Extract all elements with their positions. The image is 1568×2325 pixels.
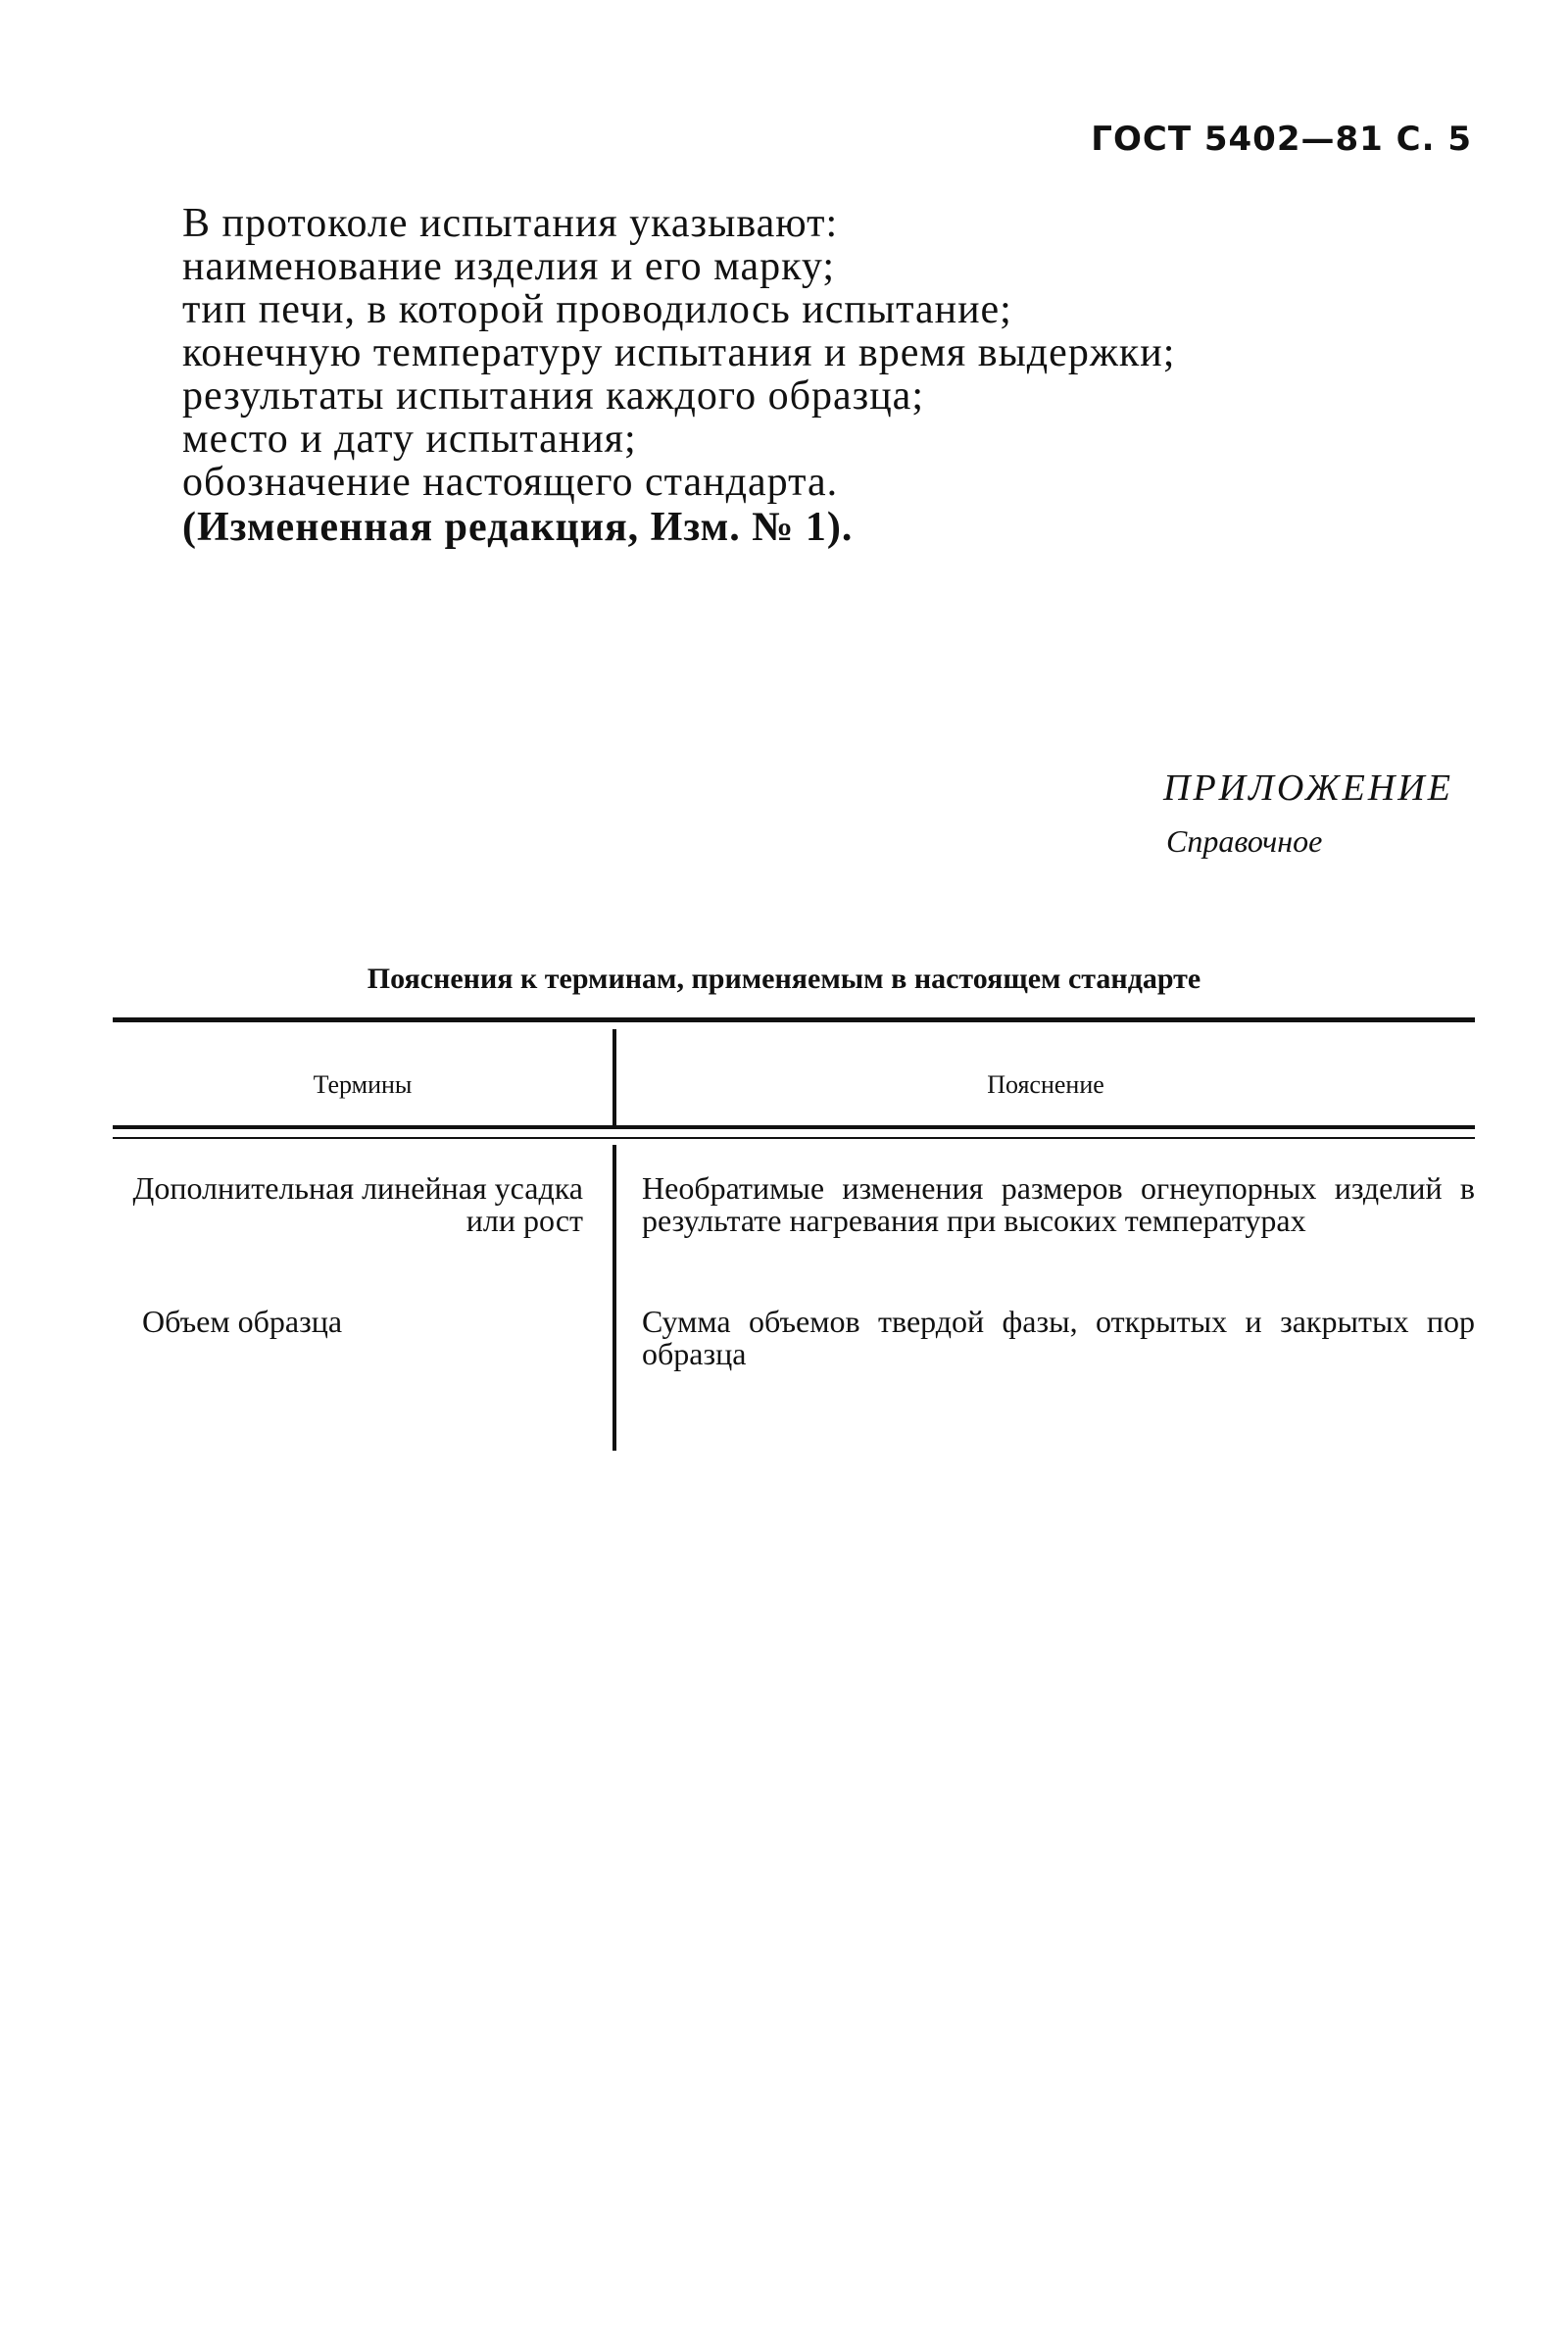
amendment-note: (Измененная редакция, Изм. № 1). xyxy=(182,505,854,550)
appendix-subtitle: Справочное xyxy=(1166,823,1323,859)
table-cell-explanation: Необратимые изменения размеров огнеупорных изделий в результате нагревания при высоких температурах xyxy=(642,1170,1475,1238)
column-header-terms: Термины xyxy=(313,1070,413,1099)
table-top-rule xyxy=(113,1017,1475,1022)
body-line: наименование изделия и его марку; xyxy=(182,244,836,289)
appendix-title: ПРИЛОЖЕНИЕ xyxy=(1163,767,1453,809)
table-cell-explanation: Сумма объемов твердой фазы, открытых и закрытых пор образца xyxy=(642,1304,1475,1371)
protocol-requirements xyxy=(182,202,1407,549)
table-header-rule-thin xyxy=(113,1137,1475,1139)
body-line: конечную температуру испытания и время выдержки; xyxy=(182,330,1176,375)
body-line: результаты испытания каждого образца; xyxy=(182,373,924,419)
body-line: тип печи, в которой проводилось испытание; xyxy=(182,287,1012,332)
body-line: обозначение настоящего стандарта. xyxy=(182,460,839,505)
table-cell-term: Объем образца xyxy=(142,1304,343,1339)
table-cell-term: Дополнительная линейная усадка или рост xyxy=(132,1170,583,1238)
table-body-divider xyxy=(612,1145,616,1451)
page-header-doc-ref: ГОСТ 5402—81 С. 5 xyxy=(1091,120,1472,159)
body-line: место и дату испытания; xyxy=(182,417,637,462)
column-header-explanation: Пояснение xyxy=(987,1070,1104,1099)
table-title: Пояснения к терминам, применяемым в настоящем стандарте xyxy=(367,963,1201,995)
body-line: В протоколе испытания указывают: xyxy=(182,201,839,246)
table-header-rule xyxy=(113,1125,1475,1129)
